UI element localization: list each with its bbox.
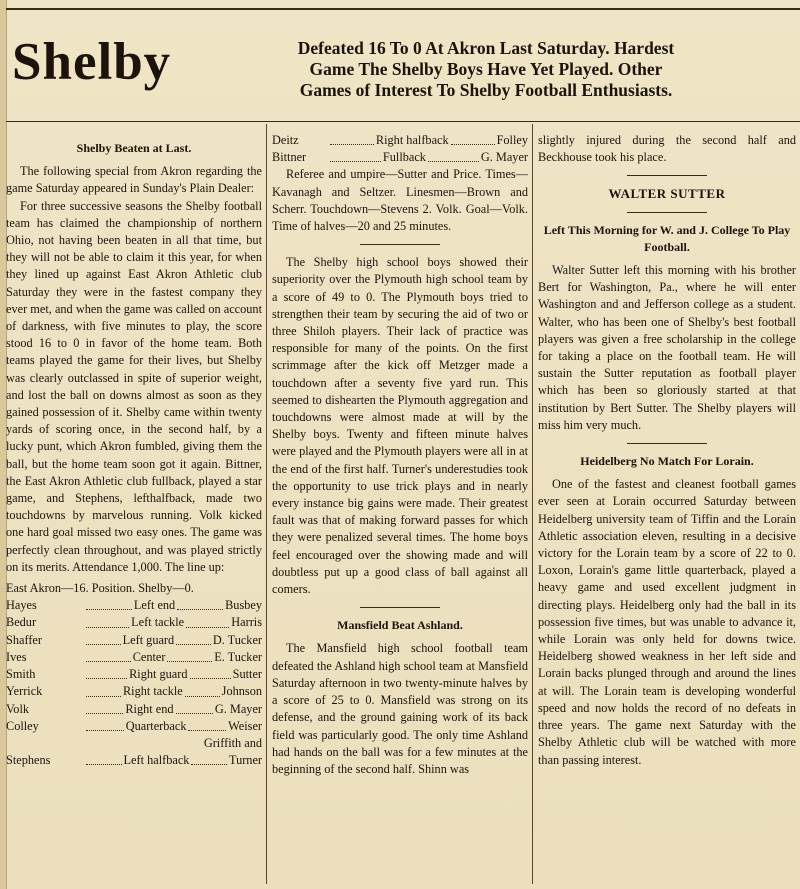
- lineup-position: Right tackle: [122, 684, 183, 699]
- lineup-position: Quarterback: [125, 718, 187, 733]
- lineup-row: [6, 632, 262, 649]
- lineup-right: Busbey: [225, 598, 262, 613]
- lineup-row: [6, 718, 262, 735]
- section-separator: [360, 244, 440, 245]
- dot-leader: [185, 683, 220, 696]
- dot-leader: [330, 149, 381, 162]
- lineup-position: Right halfback: [375, 133, 449, 147]
- mansfield-article: The Mansfield high school football team defeated the Ashland high school team at Mansfield Saturday afternoon in two twenty-minute halves by a score of 25 to 0. Mansfield was strong on its defense, and the ground gaining work of its back field was particularly good. The only time Ashland had hands on the ball was for a few minutes at the beginning of the second half. Shinn was: [272, 641, 528, 776]
- article-subhead: Heidelberg No Match For Lorain.: [580, 454, 754, 469]
- headline-line-1: Defeated 16 To 0 At Akron Last Saturday. Hardest: [297, 38, 675, 58]
- headline-rule: [6, 121, 800, 122]
- headline: [178, 38, 794, 101]
- section-separator: [627, 212, 707, 213]
- article-subhead: Left This Morning for W. and J. College To Play Football.: [543, 222, 791, 254]
- lineup-position: Left tackle: [131, 615, 185, 630]
- article-headline: WALTER SUTTER: [608, 186, 726, 202]
- dot-leader: [86, 666, 127, 679]
- dot-leader: [176, 632, 211, 645]
- section-separator: [627, 175, 707, 176]
- dot-leader: [451, 132, 495, 145]
- column-divider: [266, 124, 267, 884]
- lineup-left: Hayes: [6, 598, 37, 613]
- column-1: [6, 132, 262, 769]
- dot-leader: [190, 666, 231, 679]
- lineup-row: [6, 752, 262, 769]
- lineup-row: [6, 597, 262, 614]
- dot-leader: [176, 701, 213, 714]
- masthead-title: Shelby: [12, 33, 172, 91]
- column-2: [272, 132, 528, 778]
- lineup-row: [6, 701, 262, 718]
- dot-leader: [86, 683, 121, 696]
- dot-leader: [86, 597, 132, 610]
- lineup-row: [272, 132, 528, 149]
- dot-leader: [191, 752, 227, 765]
- lineup-left: Deitz: [272, 133, 299, 147]
- sutter-article: Walter Sutter left this morning with his brother Bert for Washington, Pa., where he will enter Washington and and Jefferson college as a student. Walter, who has been one of Shelby's best football players was given a free scholarship in the college for taking a place on the football team. He will sustain the Sutter reputation as football player which has been so gloriously started at that institution by Bert Sutter. The Shelby players will miss him very much.: [538, 263, 796, 432]
- lineup-position: Right end: [125, 701, 174, 716]
- dot-leader: [86, 718, 124, 731]
- lineup-position: Center: [132, 649, 166, 664]
- article-body: For three successive seasons the Shelby football team has claimed the championship of northern Ohio, not having been beaten in all that time, but they will not be able to claim it this year, for when they lined up against East Akron Athletic club Saturday they were in the fastest company they ever met, and when the game was called on account of darkness, with five minutes to play, the score stood 16 to 0 in favor of the home team. Both teams played the game for their lives, but Shelby was clearly outclassed in spite of superior weight, and lost the ball on downs almost as soon as they gained possession of it. Shelby came within twenty yards of scoring once, in the second half, by a lucky punt, which Akron fumbled, giving them the ball, but the home team soon got it again. Bittner, the East Akron Athletic club fullback, played a star game, and Stephens, lefthalfback, made two touchdowns by marvelous running. Volk kicked one hard goal missed two easy ones. The game was perfectly clean throughout, and was played strictly on its merits. Attendance 1,000. The line up:: [6, 198, 262, 574]
- lineup-right: E. Tucker: [214, 649, 263, 664]
- lineup-left: Colley: [6, 718, 39, 733]
- section-separator: [627, 443, 707, 444]
- lineup-extra: Griffith and: [203, 735, 262, 750]
- dot-leader: [167, 649, 212, 662]
- lineup-left: Stephens: [6, 753, 51, 768]
- article-subhead: Shelby Beaten at Last.: [76, 141, 192, 155]
- lineup-position: Right guard: [129, 667, 188, 682]
- lineup-header: East Akron—16. Position. Shelby—0.: [6, 581, 194, 596]
- dot-leader: [428, 149, 479, 162]
- lineup-position: Left halfback: [123, 753, 190, 768]
- lineup-table: [6, 597, 262, 769]
- dot-leader: [86, 752, 122, 765]
- lineup-left: Bedur: [6, 615, 37, 630]
- lineup-left: Shaffer: [6, 632, 42, 647]
- dot-leader: [86, 649, 131, 662]
- dot-leader: [330, 132, 374, 145]
- lineup-left: Volk: [6, 701, 30, 716]
- lineup-row: [6, 683, 262, 700]
- headline-line-2: Game The Shelby Boys Have Yet Played. Other: [309, 59, 663, 79]
- lineup-left: Smith: [6, 667, 36, 682]
- lineup-right: Weiser: [228, 718, 263, 733]
- lineup-left: Ives: [6, 649, 27, 664]
- lineup-row: [6, 666, 262, 683]
- heidelberg-article: One of the fastest and cleanest football games ever seen at Lorain occurred Saturday between Heidelberg university team of Tiffin and the Lorain Athletic association eleven, resulting in a decisive victory for the Lorain team by a score of 22 to 0. Loxon, Lorain's game little quarterback, played a heavy game and used excellent judgment in directing plays. Heidelberg only had the ball in its possession five times, but was unable to advance it, while Lorain was only held for downs twice. Heidelberg showed weakness in her left side and Lorain backs plunged through and around the lines at will. The Lorain team is developing wonderful speed and now holds the record of no defeats in three years. The game next Saturday with the Shelby Athletic club will be watched with more than passing interest.: [538, 477, 796, 767]
- lineup-left: Yerrick: [6, 684, 43, 699]
- lineup-right: Turner: [228, 753, 263, 768]
- officials-text: Referee and umpire—Sutter and Price. Times—Kavanagh and Seltzer. Linesmen—Brown and Scherr. Touchdown—Stevens 2. Volk. Goal—Volk. Time of halves—20 and 25 minutes.: [272, 167, 528, 234]
- dot-leader: [188, 718, 226, 731]
- dot-leader: [86, 701, 123, 714]
- lineup-right: G. Mayer: [480, 150, 529, 165]
- column-divider: [532, 124, 533, 884]
- lineup-right: Sutter: [232, 667, 262, 682]
- plymouth-article: The Shelby high school boys showed their superiority over the Plymouth high school team by a score of 49 to 0. The Plymouth boys tried to strengthen their team by securing the aid of two or three Shiloh players. Their lack of practice was responsible for many of the points. On the first scrimmage after the kick off Metzger made a touchdown after a seventy five yard run. This seemed to dishearten the Plymouth aggregation and touchdowns were almost made at will by the Shelby boys. Twenty and fifteen minute halves were played and the Plymouth players were all in at the end of the first half. Turner's underestudies took the opportunity to use trick plays and in nearly every instance big gains were made. Their greatest fault was that of making forward passes for which they were penalized several times. The home boys feel encouraged over the showing made and will doubtless put up a good class of ball against all comers.: [272, 255, 528, 597]
- lineup-row: [272, 149, 528, 166]
- lineup-right: D. Tucker: [212, 632, 263, 647]
- dot-leader: [177, 597, 223, 610]
- column-3: [538, 132, 796, 769]
- lineup-right: Johnson: [221, 684, 262, 699]
- dot-leader: [86, 632, 121, 645]
- lineup-right: Folley: [496, 133, 528, 147]
- dot-leader: [186, 614, 229, 627]
- article-intro: The following special from Akron regarding the game Saturday appeared in Sunday's Plain Dealer:: [6, 164, 262, 196]
- lineup-right: Harris: [231, 615, 262, 630]
- lineup-position: Left end: [133, 598, 176, 613]
- lineup-row: [6, 649, 262, 666]
- lineup-row: [6, 614, 262, 631]
- top-rule: [6, 8, 800, 10]
- article-subhead: Mansfield Beat Ashland.: [337, 618, 463, 633]
- lineup-position: Left guard: [122, 632, 175, 647]
- continued-text: slightly injured during the second half and Beckhouse took his place.: [538, 133, 796, 165]
- section-separator: [360, 607, 440, 608]
- lineup-position: Fullback: [382, 150, 426, 165]
- dot-leader: [86, 614, 129, 627]
- lineup-right: G. Mayer: [214, 701, 263, 716]
- headline-line-3: Games of Interest To Shelby Football Enthusiasts.: [299, 80, 673, 100]
- lineup-left: Bittner: [272, 150, 307, 165]
